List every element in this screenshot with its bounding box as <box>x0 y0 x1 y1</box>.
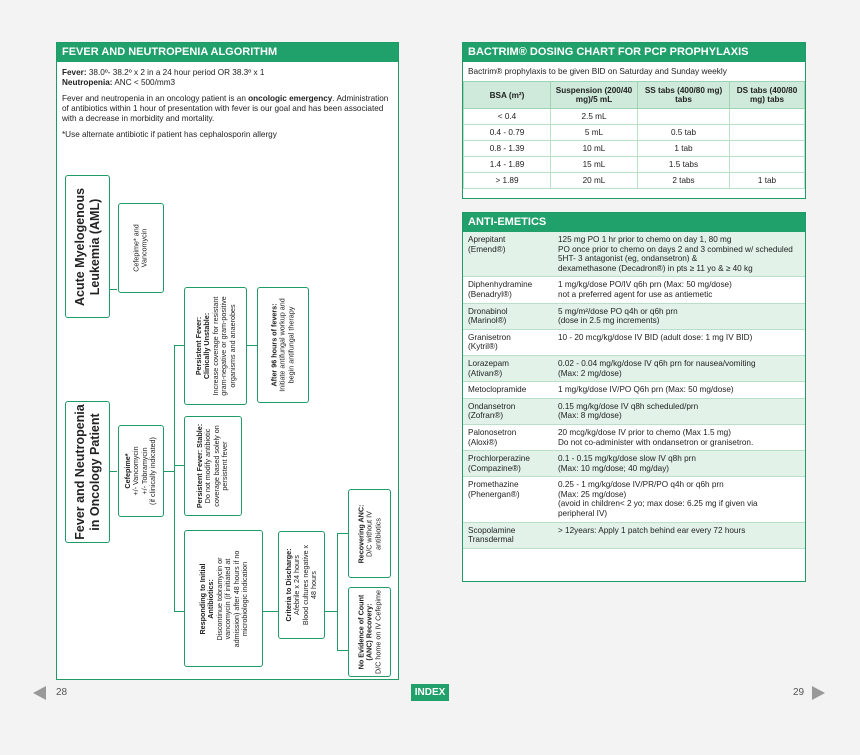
cell: 20 mL <box>551 173 638 189</box>
responding-line3: Discontinue tobramycin or <box>214 556 224 641</box>
cell: 10 mL <box>551 141 638 157</box>
fn-title-box <box>65 401 110 543</box>
left-page-number: 28 <box>56 687 68 698</box>
table-row <box>463 477 805 522</box>
responding-line6: microbiologic indication <box>239 561 249 636</box>
stable-line1: Persistent Fever: Stable: <box>195 423 205 509</box>
responding-line2: Antibiotics: <box>205 578 215 619</box>
drug-brand: (Kytril®) <box>468 342 498 352</box>
cell: < 0.4 <box>464 109 551 125</box>
dose-line: 1 mg/kg/dose PO/IV q6h prn (Max: 50 mg/dose) <box>558 280 732 290</box>
col-header: SS tabs (400/80 mg) tabs <box>638 82 730 109</box>
cell <box>730 141 805 157</box>
dose-line: 0.25 - 1 mg/kg/dose IV/PR/PO q4h or q6h prn <box>558 480 724 490</box>
cell: > 1.89 <box>464 173 551 189</box>
connector-recovering <box>337 533 348 534</box>
dose-line: > 12years: Apply 1 patch behind ear every 72 hours <box>558 525 746 535</box>
right-page-number: 29 <box>793 687 805 698</box>
drug-cell <box>463 277 553 303</box>
responding-line1: Responding to Initial <box>197 562 207 635</box>
dose-line: 0.15 mg/kg/dose IV q8h scheduled/prn <box>558 401 699 411</box>
allergy-note: *Use alternate antibiotic if patient has cephalosporin allergy <box>62 130 277 139</box>
responding-text <box>198 550 248 647</box>
drug-cell <box>463 329 553 355</box>
dose-line: Do not co-administer with ondansetron or granisetron. <box>558 437 754 447</box>
drug-name: Diphenhydramine <box>468 280 533 290</box>
dose-cell <box>553 355 805 381</box>
drug-brand: (Benadryl®) <box>468 289 512 299</box>
dose-line: 1 mg/kg/dose IV/PO Q6h prn (Max: 50 mg/dose) <box>558 385 734 395</box>
cell <box>638 109 730 125</box>
table-row <box>464 109 805 125</box>
col-header: DS tabs (400/80 mg) tabs <box>730 82 805 109</box>
table-row <box>463 382 805 399</box>
drug-cell <box>463 477 553 522</box>
dose-cell <box>553 451 805 477</box>
table-row <box>463 522 805 548</box>
cell: 1.5 tabs <box>638 157 730 173</box>
drug-name: Scopolamine <box>468 525 516 535</box>
dose-line: 5 mg/m²/dose PO q4h or q6h prn <box>558 306 678 316</box>
dose-line: dexamethasone (Decadron®) in pts ≥ 11 yo & ≥ 40 kg <box>558 263 753 273</box>
drug-brand: (Ativan®) <box>468 368 503 378</box>
cell <box>730 125 805 141</box>
dose-line: not a preferred agent for use as antiemetic <box>558 289 713 299</box>
drug-name: Aprepitant <box>468 235 506 244</box>
dose-line: PO once prior to chemo on days 2 and 3 combined w/ scheduled <box>558 244 793 254</box>
drug-name: Ondansetron <box>468 401 516 411</box>
unstable-line4: gram-negative or gram-positive <box>218 296 228 396</box>
recovering-text <box>357 504 382 563</box>
table-row <box>463 424 805 450</box>
unstable-line2: Clinically Unstable: <box>201 312 211 380</box>
panel-title: FEVER AND NEUTROPENIA ALGORITHM <box>57 43 398 62</box>
drug-name: Dronabinol <box>468 306 508 316</box>
intro-text <box>57 62 398 140</box>
antiemetics-table <box>463 232 805 549</box>
connector-branch-v <box>337 533 338 650</box>
fever-label: Fever: <box>62 68 87 77</box>
table-row <box>464 125 805 141</box>
drug-name: Granisetron <box>468 332 511 342</box>
table-row <box>463 303 805 329</box>
drug-cell <box>463 355 553 381</box>
after96-line3: begin antifungal therapy <box>286 306 296 384</box>
norecovery-box <box>348 587 391 677</box>
norecovery-line2: (ANC) Recovery: <box>364 603 374 661</box>
aml-tx-line2: Vancomycin <box>140 228 149 268</box>
dose-line: (avoid in children< 2 yo; max dose: 6.25 mg if given via <box>558 499 758 509</box>
drug-name: Metoclopramide <box>468 385 527 395</box>
dose-line: 0.02 - 0.04 mg/kg/dose IV q6h prn for nausea/vomiting <box>558 358 756 368</box>
aml-title-box <box>65 175 110 318</box>
table-row <box>463 232 805 277</box>
drug-brand: (Marinol®) <box>468 316 507 326</box>
aml-treatment-box <box>118 203 164 293</box>
aml-treatment <box>133 224 150 272</box>
connector-criteria <box>263 611 278 612</box>
connector-trunk <box>174 345 175 611</box>
criteria-line2: Afebrile x 24 hours <box>292 555 302 615</box>
fn-tx-line3: +/- Tobramycin <box>140 447 149 495</box>
dose-line: (Max: 2 mg/dose) <box>558 368 622 378</box>
criteria-line1: Criteria to Discharge: <box>283 548 293 622</box>
col-header: Suspension (200/40 mg)/5 mL <box>551 82 638 109</box>
after96-line1: After 96 hours of fevers: <box>269 303 279 387</box>
responding-box <box>184 530 263 667</box>
col-header: BSA (m²) <box>464 82 551 109</box>
criteria-text <box>285 545 319 625</box>
unstable-box <box>184 287 247 405</box>
connector-unstable <box>174 345 184 346</box>
bactrim-panel <box>462 42 806 199</box>
connector-stable <box>174 465 184 466</box>
responding-line5: admission) after 48 hours if no <box>230 550 240 647</box>
criteria-line3: Blood cultures negative x <box>300 544 310 626</box>
cell: 0.4 - 0.79 <box>464 125 551 141</box>
table-row <box>463 355 805 381</box>
drug-cell <box>463 303 553 329</box>
unstable-line5: organisms and anaerobes <box>227 304 237 388</box>
dose-line: 20 mcg/kg/dose IV prior to chemo (Max 1.5 mg) <box>558 427 731 437</box>
antiemetics-title: ANTI-EMETICS <box>463 213 805 232</box>
connector-after96 <box>247 345 257 346</box>
dose-cell <box>553 398 805 424</box>
neutropenia-definition: ANC < 500/mm3 <box>114 78 176 87</box>
fn-tx-line2: +/- Vancomycin <box>131 446 141 496</box>
table-row <box>464 173 805 189</box>
dose-cell <box>553 477 805 522</box>
cell: 15 mL <box>551 157 638 173</box>
para-post: . Administration of antibiotics within 1 hour of presentation with fever is our goal and has been associated with a decrease in morbidity and mortality. <box>62 94 389 123</box>
dose-line: 0.1 - 0.15 mg/kg/dose slow IV q8h prn <box>558 454 696 464</box>
connector-norecovery <box>337 650 348 651</box>
norecovery-line3: D/C home on IV Cefepime <box>372 590 382 674</box>
connector-fn-tx <box>164 471 174 472</box>
aml-title-line2: Leukemia (AML) <box>87 198 102 295</box>
criteria-line4: 48 hours <box>308 571 318 599</box>
drug-name: Palonosetron <box>468 427 517 437</box>
drug-cell <box>463 522 553 548</box>
dose-cell <box>553 382 805 399</box>
dose-line: (dose in 2.5 mg increments) <box>558 316 660 326</box>
bactrim-subtitle: Bactrim® prophylaxis to be given BID on Saturday and Sunday weekly <box>468 66 727 76</box>
fn-treatment <box>124 437 158 505</box>
dose-cell <box>553 277 805 303</box>
bactrim-header-row <box>464 82 805 109</box>
recovering-line1: Recovering ANC: <box>355 504 365 563</box>
drug-cell <box>463 398 553 424</box>
dose-line: (Max: 25 mg/dose) <box>558 489 627 499</box>
dose-cell <box>553 303 805 329</box>
fever-neutropenia-panel <box>56 42 399 680</box>
aml-title <box>73 187 103 305</box>
table-row <box>464 141 805 157</box>
drug-cell <box>463 382 553 399</box>
stable-box <box>184 416 242 516</box>
dose-cell <box>553 522 805 548</box>
recovering-line2: D/C without IV <box>364 510 374 557</box>
fn-treatment-box <box>118 425 164 517</box>
stable-line3: coverage based solely on <box>212 425 221 507</box>
cell: 2.5 mL <box>551 109 638 125</box>
unstable-line3: Increase coverage for resistant <box>210 296 220 396</box>
fn-tx-line1: Cefepime* <box>123 453 133 489</box>
prev-page-arrow-icon[interactable] <box>33 686 46 700</box>
cell: 0.8 - 1.39 <box>464 141 551 157</box>
drug-brand: (Zofran®) <box>468 411 504 421</box>
drug-brand: (Compazine®) <box>468 463 521 473</box>
connector-responding <box>174 611 184 612</box>
criteria-box <box>278 531 325 639</box>
index-button[interactable]: INDEX <box>411 684 449 701</box>
after96-text <box>270 298 295 392</box>
responding-line4: vancomycin (if initiated at <box>222 558 232 639</box>
bactrim-table <box>463 81 805 189</box>
connector-branch <box>325 611 337 612</box>
aml-tx-line1: Cefepime* and <box>131 224 141 272</box>
cell: 2 tabs <box>638 173 730 189</box>
drug-cell <box>463 451 553 477</box>
table-row <box>463 329 805 355</box>
dose-cell <box>553 424 805 450</box>
table-row <box>463 277 805 303</box>
drug-name: Promethazine <box>468 480 519 490</box>
drug-cell <box>463 424 553 450</box>
cell: 1 tab <box>638 141 730 157</box>
stable-line2: Do not modify antibiotic <box>203 428 213 504</box>
cell <box>730 109 805 125</box>
neutropenia-label: Neutropenia: <box>62 78 113 87</box>
next-page-arrow-icon[interactable] <box>812 686 825 700</box>
bactrim-title: BACTRIM® DOSING CHART FOR PCP PROPHYLAXIS <box>463 43 805 62</box>
cell: 1 tab <box>730 173 805 189</box>
fever-definition: 38.0º- 38.2º x 2 in a 24 hour period OR 38.3º x 1 <box>88 68 265 77</box>
table-row <box>463 398 805 424</box>
stable-line4: persistent fever <box>220 441 230 491</box>
para-emphasis: oncologic emergency <box>248 94 333 103</box>
table-row <box>463 451 805 477</box>
norecovery-text <box>357 590 382 674</box>
unstable-line1: Persistent Fever: <box>193 316 203 376</box>
dose-cell <box>553 232 805 277</box>
norecovery-line1: No Evidence of Count <box>355 594 365 670</box>
antiemetics-panel <box>462 212 806 582</box>
fn-title-line2: in Oncology Patient <box>87 413 102 531</box>
dose-line: 5HT- 3 antagonist (eg, ondansetron) & <box>558 254 698 264</box>
table-row <box>464 157 805 173</box>
after96-box <box>257 287 309 403</box>
cell: 0.5 tab <box>638 125 730 141</box>
drug-brand: (Aloxi®) <box>468 437 498 447</box>
drug-brand: Transdermal <box>468 535 514 545</box>
drug-name: Prochlorperazine <box>468 454 530 464</box>
unstable-text <box>194 296 236 395</box>
dose-cell <box>553 329 805 355</box>
dose-line: 10 - 20 mcg/kg/dose IV BID (adult dose: 1 mg IV BID) <box>558 332 753 342</box>
after96-line2: Initiate antifungal workup and <box>277 298 287 392</box>
dose-line: 125 mg PO 1 hr prior to chemo on day 1, 80 mg <box>558 235 732 244</box>
dose-line: (Max: 8 mg/dose) <box>558 411 622 421</box>
fn-title <box>73 404 103 539</box>
stable-text <box>196 424 230 508</box>
fn-title-line1: Fever and Neutropenia <box>72 404 87 540</box>
cell <box>730 157 805 173</box>
drug-brand: (Emend®) <box>468 244 506 254</box>
drug-brand: (Phenergan®) <box>468 489 520 499</box>
recovering-box <box>348 489 391 578</box>
cell: 1.4 - 1.89 <box>464 157 551 173</box>
fn-tx-line4: (if clinically indicated) <box>148 437 158 505</box>
cell: 5 mL <box>551 125 638 141</box>
recovering-line3: antibiotics <box>372 517 382 550</box>
drug-name: Lorazepam <box>468 358 509 368</box>
para-pre: Fever and neutropenia in an oncology patient is an <box>62 94 249 103</box>
dose-line: (Max: 10 mg/dose; 40 mg/day) <box>558 463 670 473</box>
dose-line: peripheral IV) <box>558 509 608 519</box>
drug-cell <box>463 232 553 277</box>
aml-title-line1: Acute Myelogenous <box>72 187 87 306</box>
